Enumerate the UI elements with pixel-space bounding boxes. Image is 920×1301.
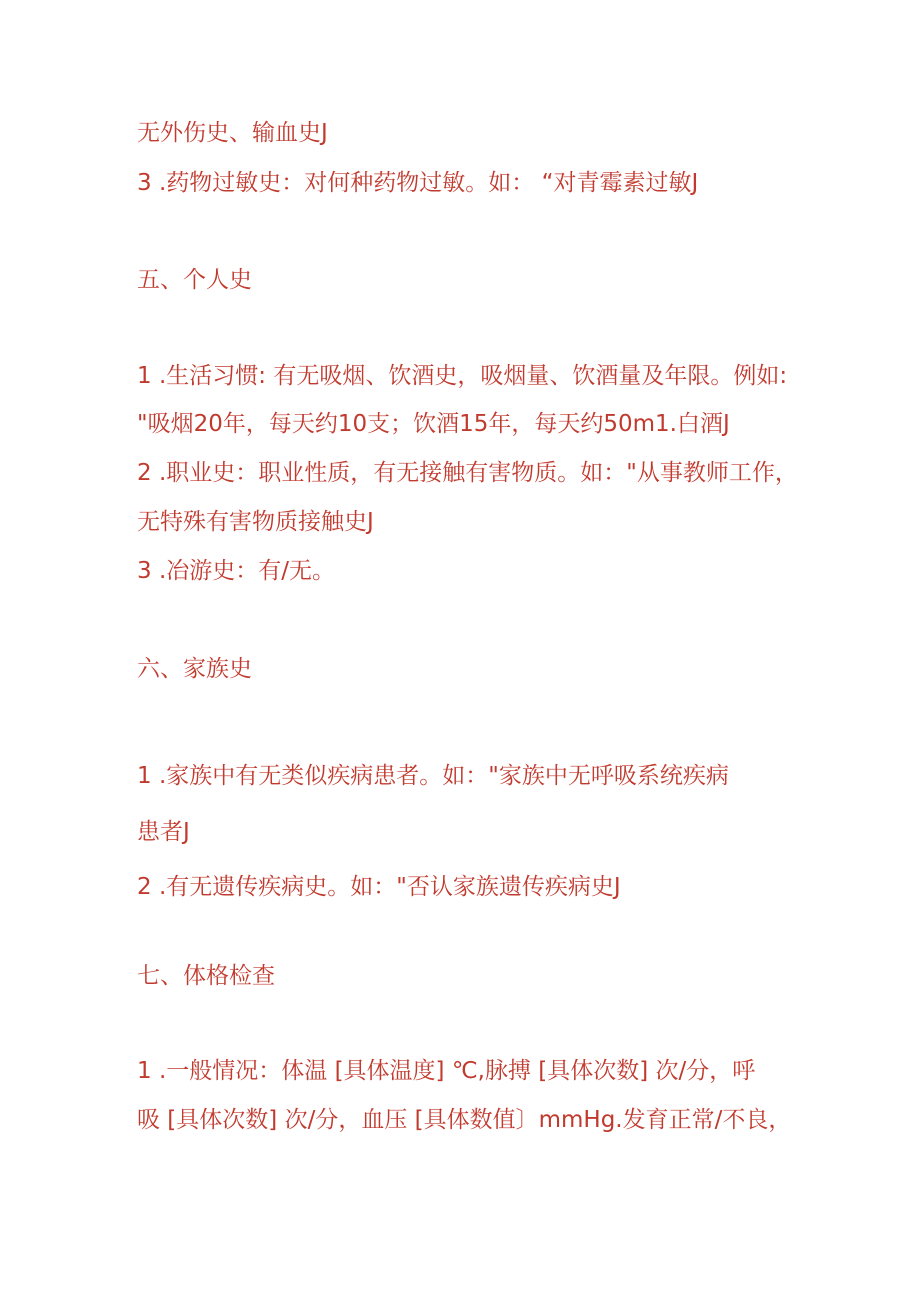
text-line-drug-allergy: 3 .药物过敏史：对何种药物过敏。如： “对青霉素过敏J — [137, 170, 699, 196]
text-line-habits-example: "吸烟20年，每天约10支；饮酒15年，每天约50m1.白酒J — [137, 411, 730, 437]
text-line-occupation: 2 .职业史：职业性质，有无接触有害物质。如："从事教师工作， — [137, 460, 798, 486]
text-line-family-similar: 1 .家族中有无类似疾病患者。如："家族中无呼吸系统疾病 — [137, 763, 729, 789]
text-line-allergy-cont: 无外伤史、输血史J — [137, 120, 328, 146]
text-line-habits: 1 .生活习惯: 有无吸烟、饮酒史，吸烟量、饮酒量及年限。例如: — [137, 363, 788, 389]
text-line-genetic-history: 2 .有无遗传疾病史。如："否认家族遗传疾病史J — [137, 874, 621, 900]
text-line-sexual-history: 3 .冶游史：有/无。 — [137, 558, 336, 584]
text-line-family-similar-cont: 患者J — [137, 819, 190, 845]
text-line-occupation-cont: 无特殊有害物质接触史J — [137, 509, 374, 535]
section-heading-personal-history: 五、个人史 — [137, 267, 252, 293]
section-heading-family-history: 六、家族史 — [137, 656, 252, 682]
text-line-general-condition: 1 .一般情况：体温 [具体温度] ℃,脉搏 [具体次数] 次/分，呼 — [137, 1058, 756, 1084]
section-heading-physical-exam: 七、体格检查 — [137, 963, 275, 989]
text-line-general-condition-cont: 吸 [具体次数] 次/分，血压 [具体数值〕mmHg.发育正常/不良， — [137, 1107, 792, 1133]
